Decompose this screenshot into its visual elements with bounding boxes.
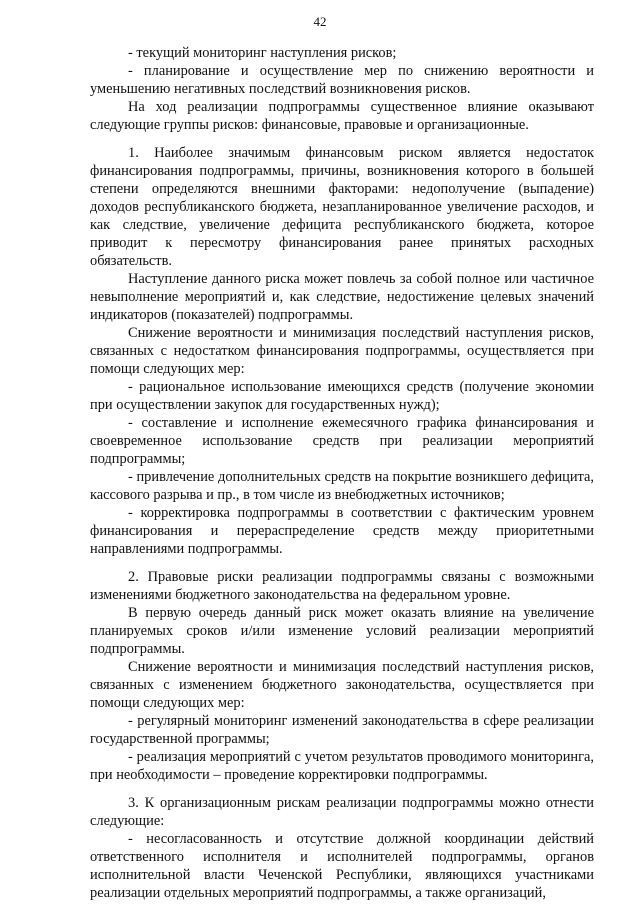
- paragraph: - реализация мероприятий с учетом результатов проводимого мониторинга, при необходимости – проведение корректировки подпрограммы.: [90, 749, 594, 783]
- paragraph: - текущий мониторинг наступления рисков;: [128, 45, 397, 61]
- paragraph: - несогласованность и отсутствие должной координации действий ответственного исполнителя и исполнителей подпрограммы, органов исполнительной власти Чеченской Республики, являющихся участниками реализации отдельных мероприятий подпрограммы, а также организаций,: [90, 831, 594, 901]
- paragraph: На ход реализации подпрограммы существенное влияние оказывают следующие группы рисков: финансовые, правовые и организационные.: [90, 99, 594, 133]
- paragraph: - привлечение дополнительных средств на покрытие возникшего дефицита, кассового разрыва и пр., в том числе из внебюджетных источников;: [90, 469, 594, 503]
- page-number: 42: [313, 14, 327, 29]
- paragraph: - корректировка подпрограммы в соответствии с фактическим уровнем финансирования и перераспределение средств между приоритетными направлениями подпрограммы.: [90, 505, 594, 557]
- paragraph: 3. К организационным рискам реализации подпрограммы можно отнести следующие:: [90, 795, 594, 829]
- paragraph: - составление и исполнение ежемесячного графика финансирования и своевременное использование средств при реализации мероприятий подпрограммы;: [90, 415, 594, 467]
- paragraph: В первую очередь данный риск может оказать влияние на увеличение планируемых сроков и/или изменение условий реализации мероприятий подпрограммы.: [90, 605, 594, 657]
- paragraph: - регулярный мониторинг изменений законодательства в сфере реализации государственной программы;: [90, 713, 594, 747]
- document-body: [90, 44, 594, 902]
- paragraph: 2. Правовые риски реализации подпрограммы связаны с возможными изменениями бюджетного законодательства на федеральном уровне.: [90, 569, 594, 603]
- paragraph: Снижение вероятности и минимизация последствий наступления рисков, связанных с недостатком финансирования подпрограммы, осуществляется при помощи следующих мер:: [90, 325, 594, 377]
- paragraph: - рациональное использование имеющихся средств (получение экономии при осуществлении закупок для государственных нужд);: [90, 379, 594, 413]
- paragraph: Наступление данного риска может повлечь за собой полное или частичное невыполнение мероприятий и, как следствие, недостижение целевых значений индикаторов (показателей) подпрограммы.: [90, 271, 594, 323]
- paragraph: - планирование и осуществление мер по снижению вероятности и уменьшению негативных последствий возникновения рисков.: [90, 63, 594, 97]
- paragraph: 1. Наиболее значимым финансовым риском является недостаток финансирования подпрограммы, причины, возникновения которого в большей степени определяются внешними факторами: недополучение (выпадение) доходов республиканского бюджета, незапланированное увеличение расходов, и как следствие, увеличение дефицита республиканского бюджета, которое приводит к пересмотру финансирования ранее принятых расходных обязательств.: [90, 145, 594, 269]
- paragraph: Снижение вероятности и минимизация последствий наступления рисков, связанных с изменением бюджетного законодательства, осуществляется при помощи следующих мер:: [90, 659, 594, 711]
